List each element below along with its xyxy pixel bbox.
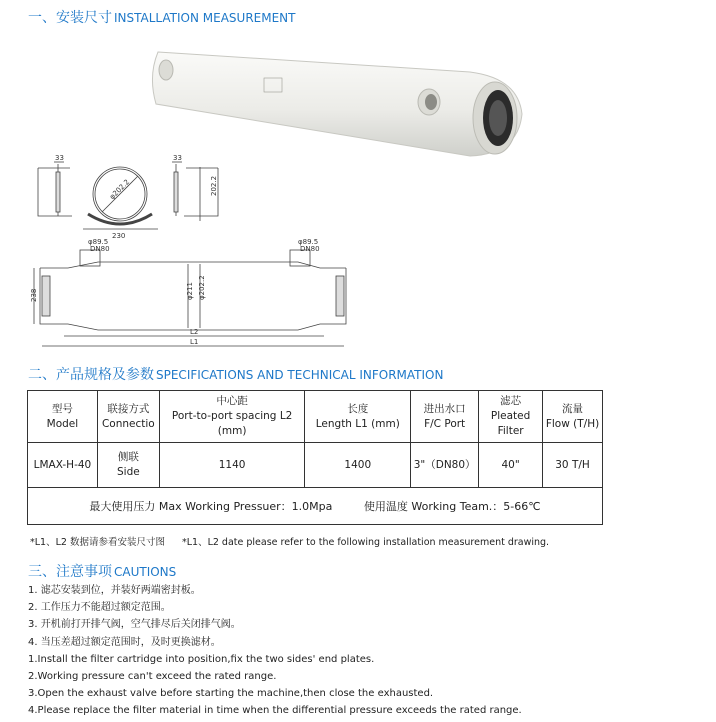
header-length: 长度 Length L1 (mm) <box>305 391 411 443</box>
cell-connection: 侧联 Side <box>97 443 159 488</box>
table-footer-row <box>28 488 603 525</box>
dim-l1: L1 <box>190 338 199 346</box>
section-title-cautions: 三、注意事项 CAUTIONS <box>28 564 177 580</box>
working-temperature: 使用温度 Working Team.：5-66℃ <box>363 499 541 513</box>
list-item: 4.Please replace the filter material in time when the differential pressure exceeds the rated range. <box>28 705 522 717</box>
list-item: 3.Open the exhaust valve before starting the machine,then close the exhausted. <box>28 688 434 700</box>
spec-table <box>27 390 603 525</box>
table-header-row <box>28 391 603 443</box>
list-item: 2.Working pressure can't exceed the rated range. <box>28 671 277 683</box>
cell-model: LMAX-H-40 <box>28 443 98 488</box>
dim-port-right: φ89.5 <box>298 238 319 246</box>
header-port-spacing: 中心距 Port-to-port spacing L2 (mm) <box>159 391 305 443</box>
cell-port: 3"（DN80） <box>411 443 479 488</box>
table-note <box>30 534 563 548</box>
cell-filter: 40" <box>479 443 543 488</box>
cell-flow: 30 T/H <box>543 443 603 488</box>
note-en: *L1、L2 date please refer to the following installation measurement drawing. <box>181 537 550 548</box>
list-item: 1. 滤芯安装到位，并装好两端密封板。 <box>28 585 201 596</box>
header-filter: 滤芯 Pleated Filter <box>479 391 543 443</box>
dim-height: 202.2 <box>210 175 218 196</box>
list-item: 4. 当压差超过额定范围时，及时更换滤材。 <box>28 636 221 648</box>
membrane-housing-photo <box>150 32 530 172</box>
cell-l2: 1140 <box>159 443 305 488</box>
max-pressure: 最大使用压力 Max Working Pressuer：1.0Mpa <box>89 499 333 513</box>
dim-l2: L2 <box>190 328 199 336</box>
section-title-specifications: 二、产品规格及参数 SPECIFICATIONS AND TECHNICAL INFORMATION <box>28 367 444 383</box>
dim-dn-right: DN80 <box>300 245 320 253</box>
note-zh: *L1、L2 数据请参看安装尺寸图 <box>30 537 165 548</box>
header-model: 型号 Model <box>28 391 98 443</box>
cross-section-drawing <box>28 154 228 244</box>
dim-outer: φ202.2 <box>198 275 206 300</box>
header-port: 进出水口 F/C Port <box>411 391 479 443</box>
dim-bottom: 230 <box>112 232 126 240</box>
dim-port-left: φ89.5 <box>88 238 109 246</box>
dim-dn-left: DN80 <box>90 245 110 253</box>
cell-l1: 1400 <box>305 443 411 488</box>
header-connection: 联接方式 Connectio <box>97 391 159 443</box>
list-item: 3. 开机前打开排气阀，空气排尽后关闭排气阀。 <box>28 619 241 631</box>
header-flow: 流量 Flow (T/H) <box>543 391 603 443</box>
section-title-installation: 一、安装尺寸 INSTALLATION MEASUREMENT <box>28 10 296 26</box>
side-view-drawing <box>28 238 358 356</box>
table-row <box>28 443 603 488</box>
dim-inner: φ211 <box>186 282 194 300</box>
dim-top-right: 33 <box>173 154 182 162</box>
list-item: 2. 工作压力不能超过额定范围。 <box>28 602 171 614</box>
dim-height-238: 238 <box>30 288 38 302</box>
cautions-list <box>28 582 522 720</box>
cell-footer <box>28 488 603 525</box>
list-item: 1.Install the filter cartridge into position,fix the two sides' end plates. <box>28 653 375 665</box>
dim-diameter: φ202.2 <box>108 177 132 202</box>
dim-top-left: 33 <box>55 154 64 162</box>
